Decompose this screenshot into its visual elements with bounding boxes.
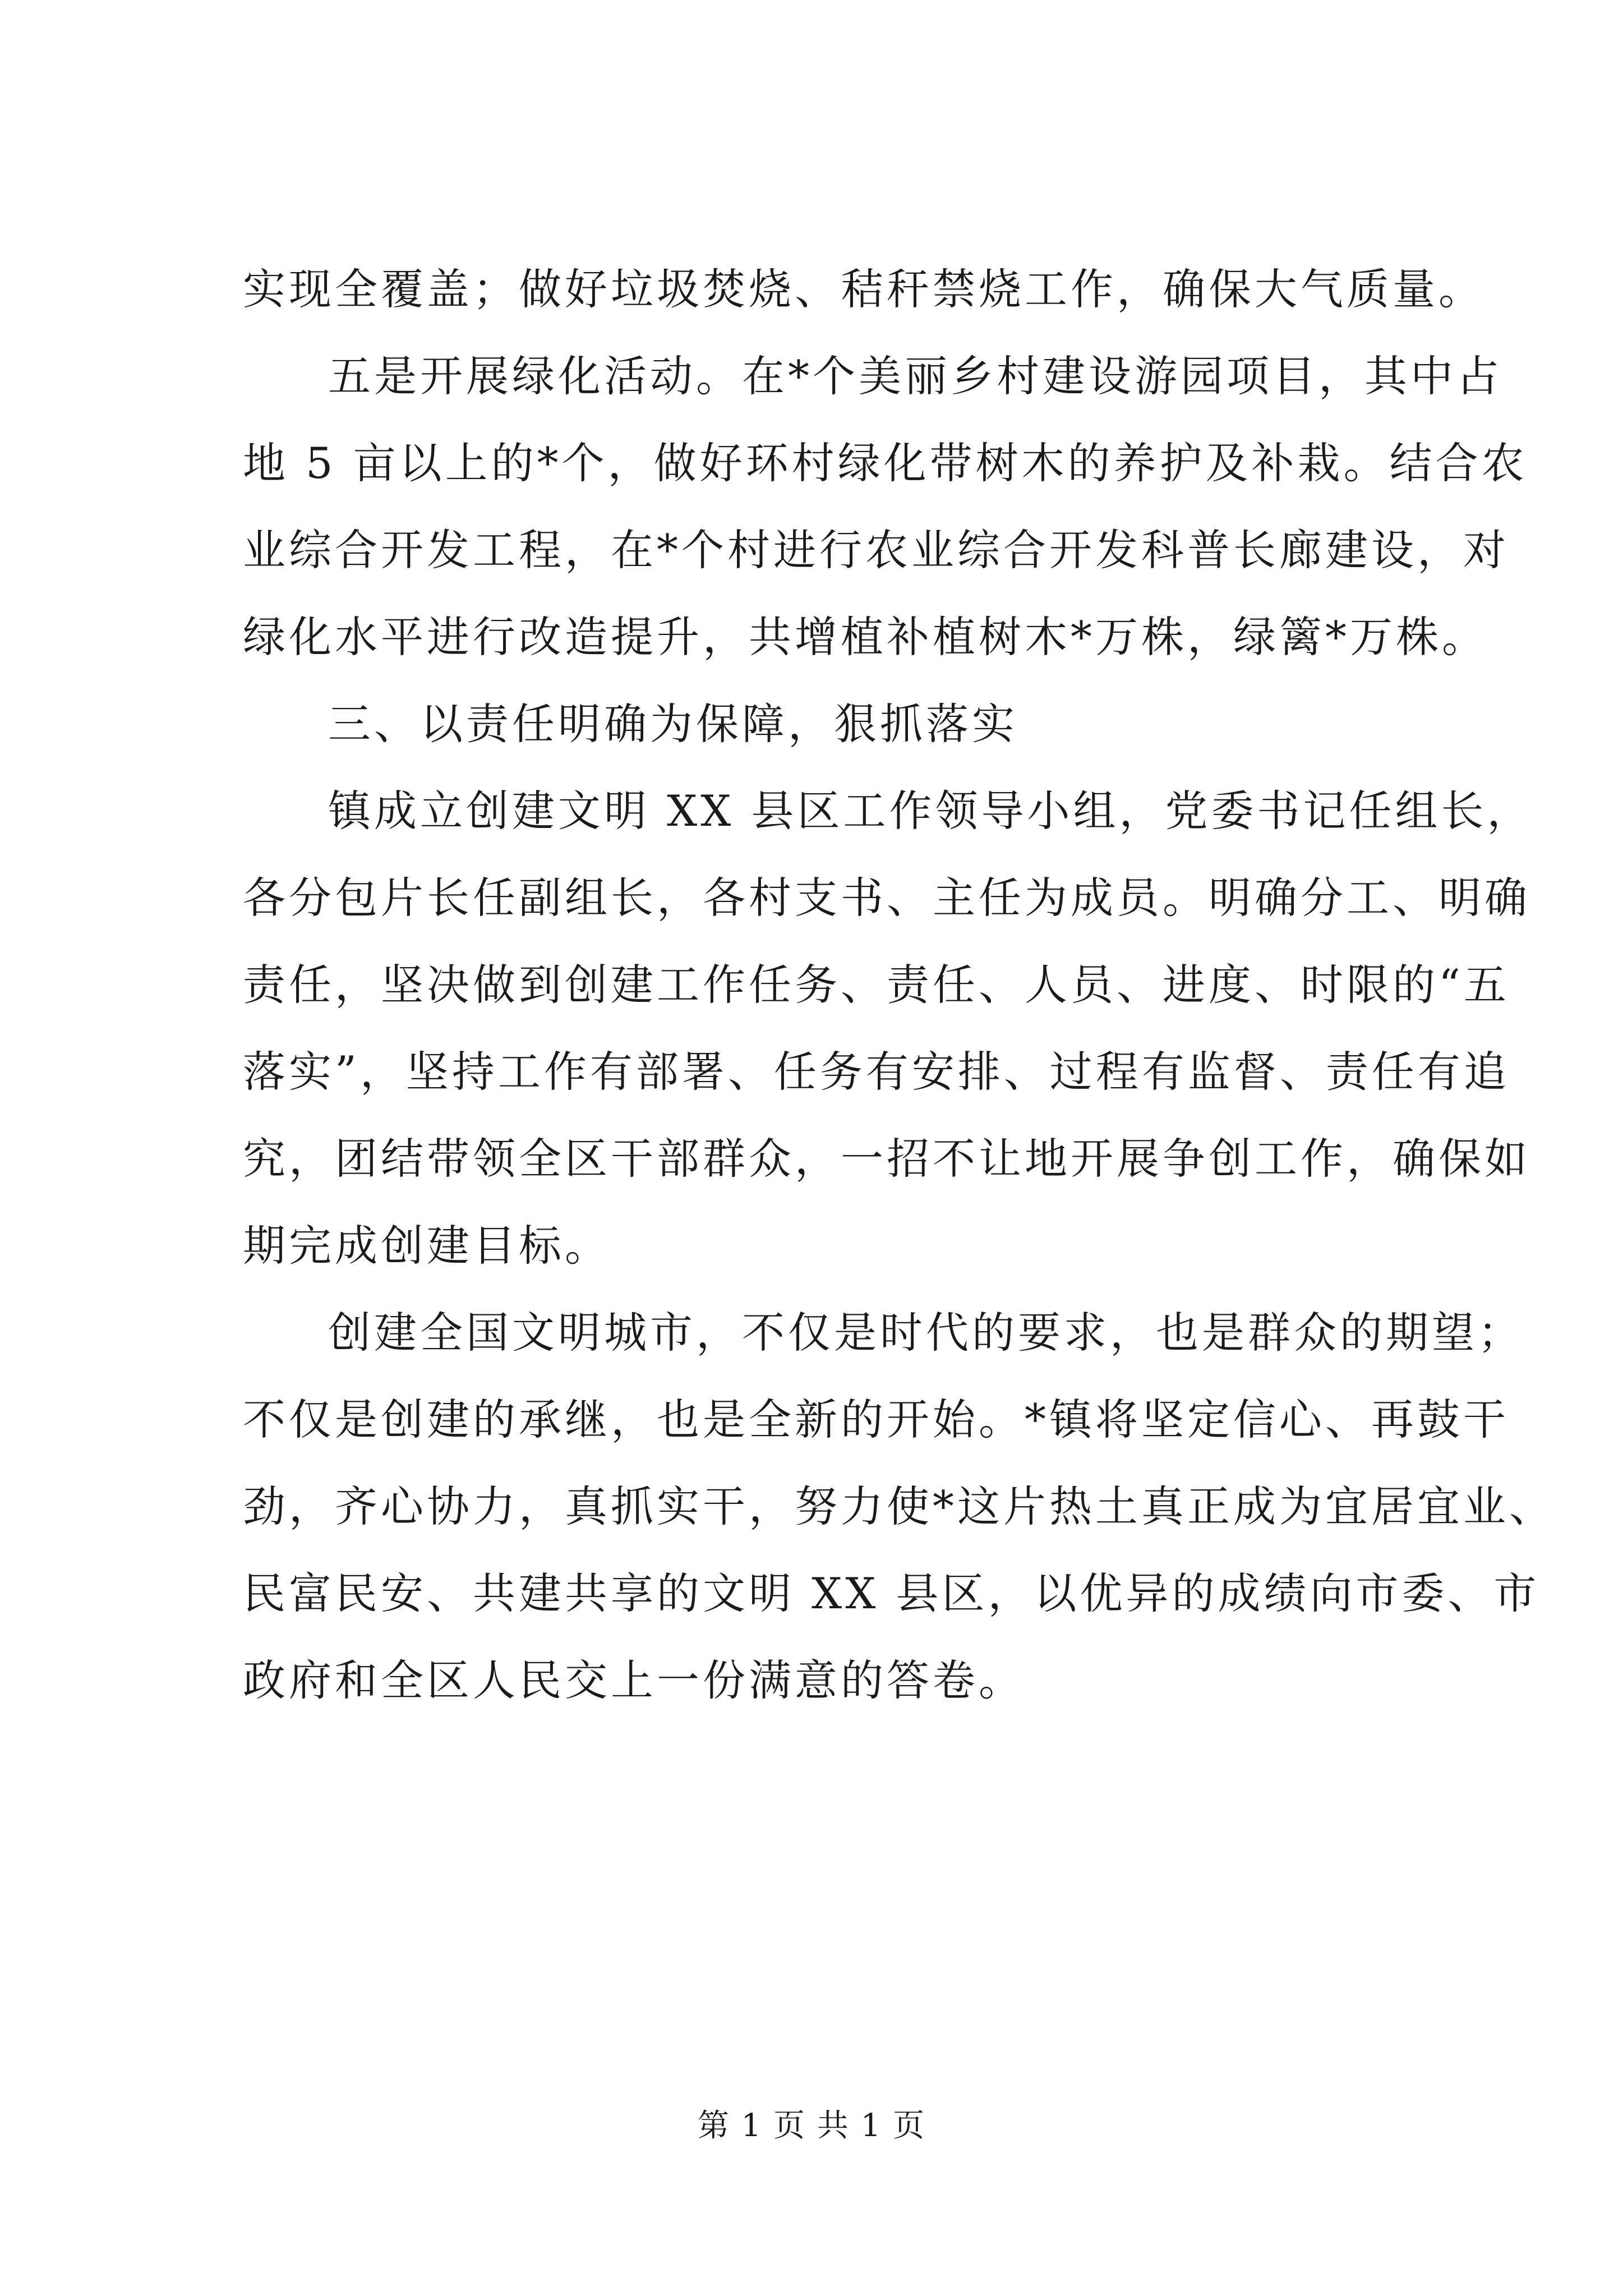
body-line-5: 绿化水平进行改造提升，共增植补植树木*万株，绿篱*万株。 (243, 612, 1488, 662)
body-line-8: 各分包片长任副组长，各村支书、主任为成员。明确分工、明确 (243, 873, 1530, 923)
body-line-17: 政府和全区人民交上一份满意的答卷。 (243, 1655, 1025, 1705)
document-body (243, 246, 1555, 1724)
body-line-13: 创建全国文明城市，不仅是时代的要求，也是群众的期望； (328, 1308, 1524, 1358)
body-line-15: 劲，齐心协力，真抓实干，努力使*这片热土真正成为宜居宜业、 (243, 1481, 1555, 1531)
body-line-11: 究，团结带领全区干部群众，一招不让地开展争创工作，确保如 (243, 1134, 1530, 1184)
body-line-10: 落实”，坚持工作有部署、任务有安排、过程有监督、责任有追 (243, 1047, 1510, 1097)
page-number-label: 第 1 页 共 1 页 (697, 2108, 926, 2144)
body-line-3: 地 5 亩以上的*个，做好环村绿化带树木的养护及补栽。结合农 (243, 438, 1528, 488)
section-heading: 三、以责任明确为保障，狠抓落实 (328, 699, 1018, 749)
body-line-2: 五是开展绿化活动。在*个美丽乡村建设游园项目，其中占 (328, 351, 1502, 401)
body-line-9: 责任，坚决做到创建工作任务、责任、人员、进度、时限的“五 (243, 960, 1510, 1010)
body-line-14: 不仅是创建的承继，也是全新的开始。*镇将坚定信心、再鼓干 (243, 1395, 1509, 1444)
body-line-4: 业综合开发工程，在*个村进行农业综合开发科普长廊建设，对 (243, 525, 1509, 575)
body-line-1: 实现全覆盖；做好垃圾焚烧、秸秆禁烧工作，确保大气质量。 (243, 264, 1484, 314)
page-footer (0, 2104, 1623, 2148)
body-line-16: 民富民安、共建共享的文明 XX 县区，以优异的成绩向市委、市 (243, 1568, 1540, 1618)
body-line-12: 期完成创建目标。 (243, 1221, 611, 1271)
body-line-7: 镇成立创建文明 XX 县区工作领导小组，党委书记任组长， (328, 786, 1533, 836)
